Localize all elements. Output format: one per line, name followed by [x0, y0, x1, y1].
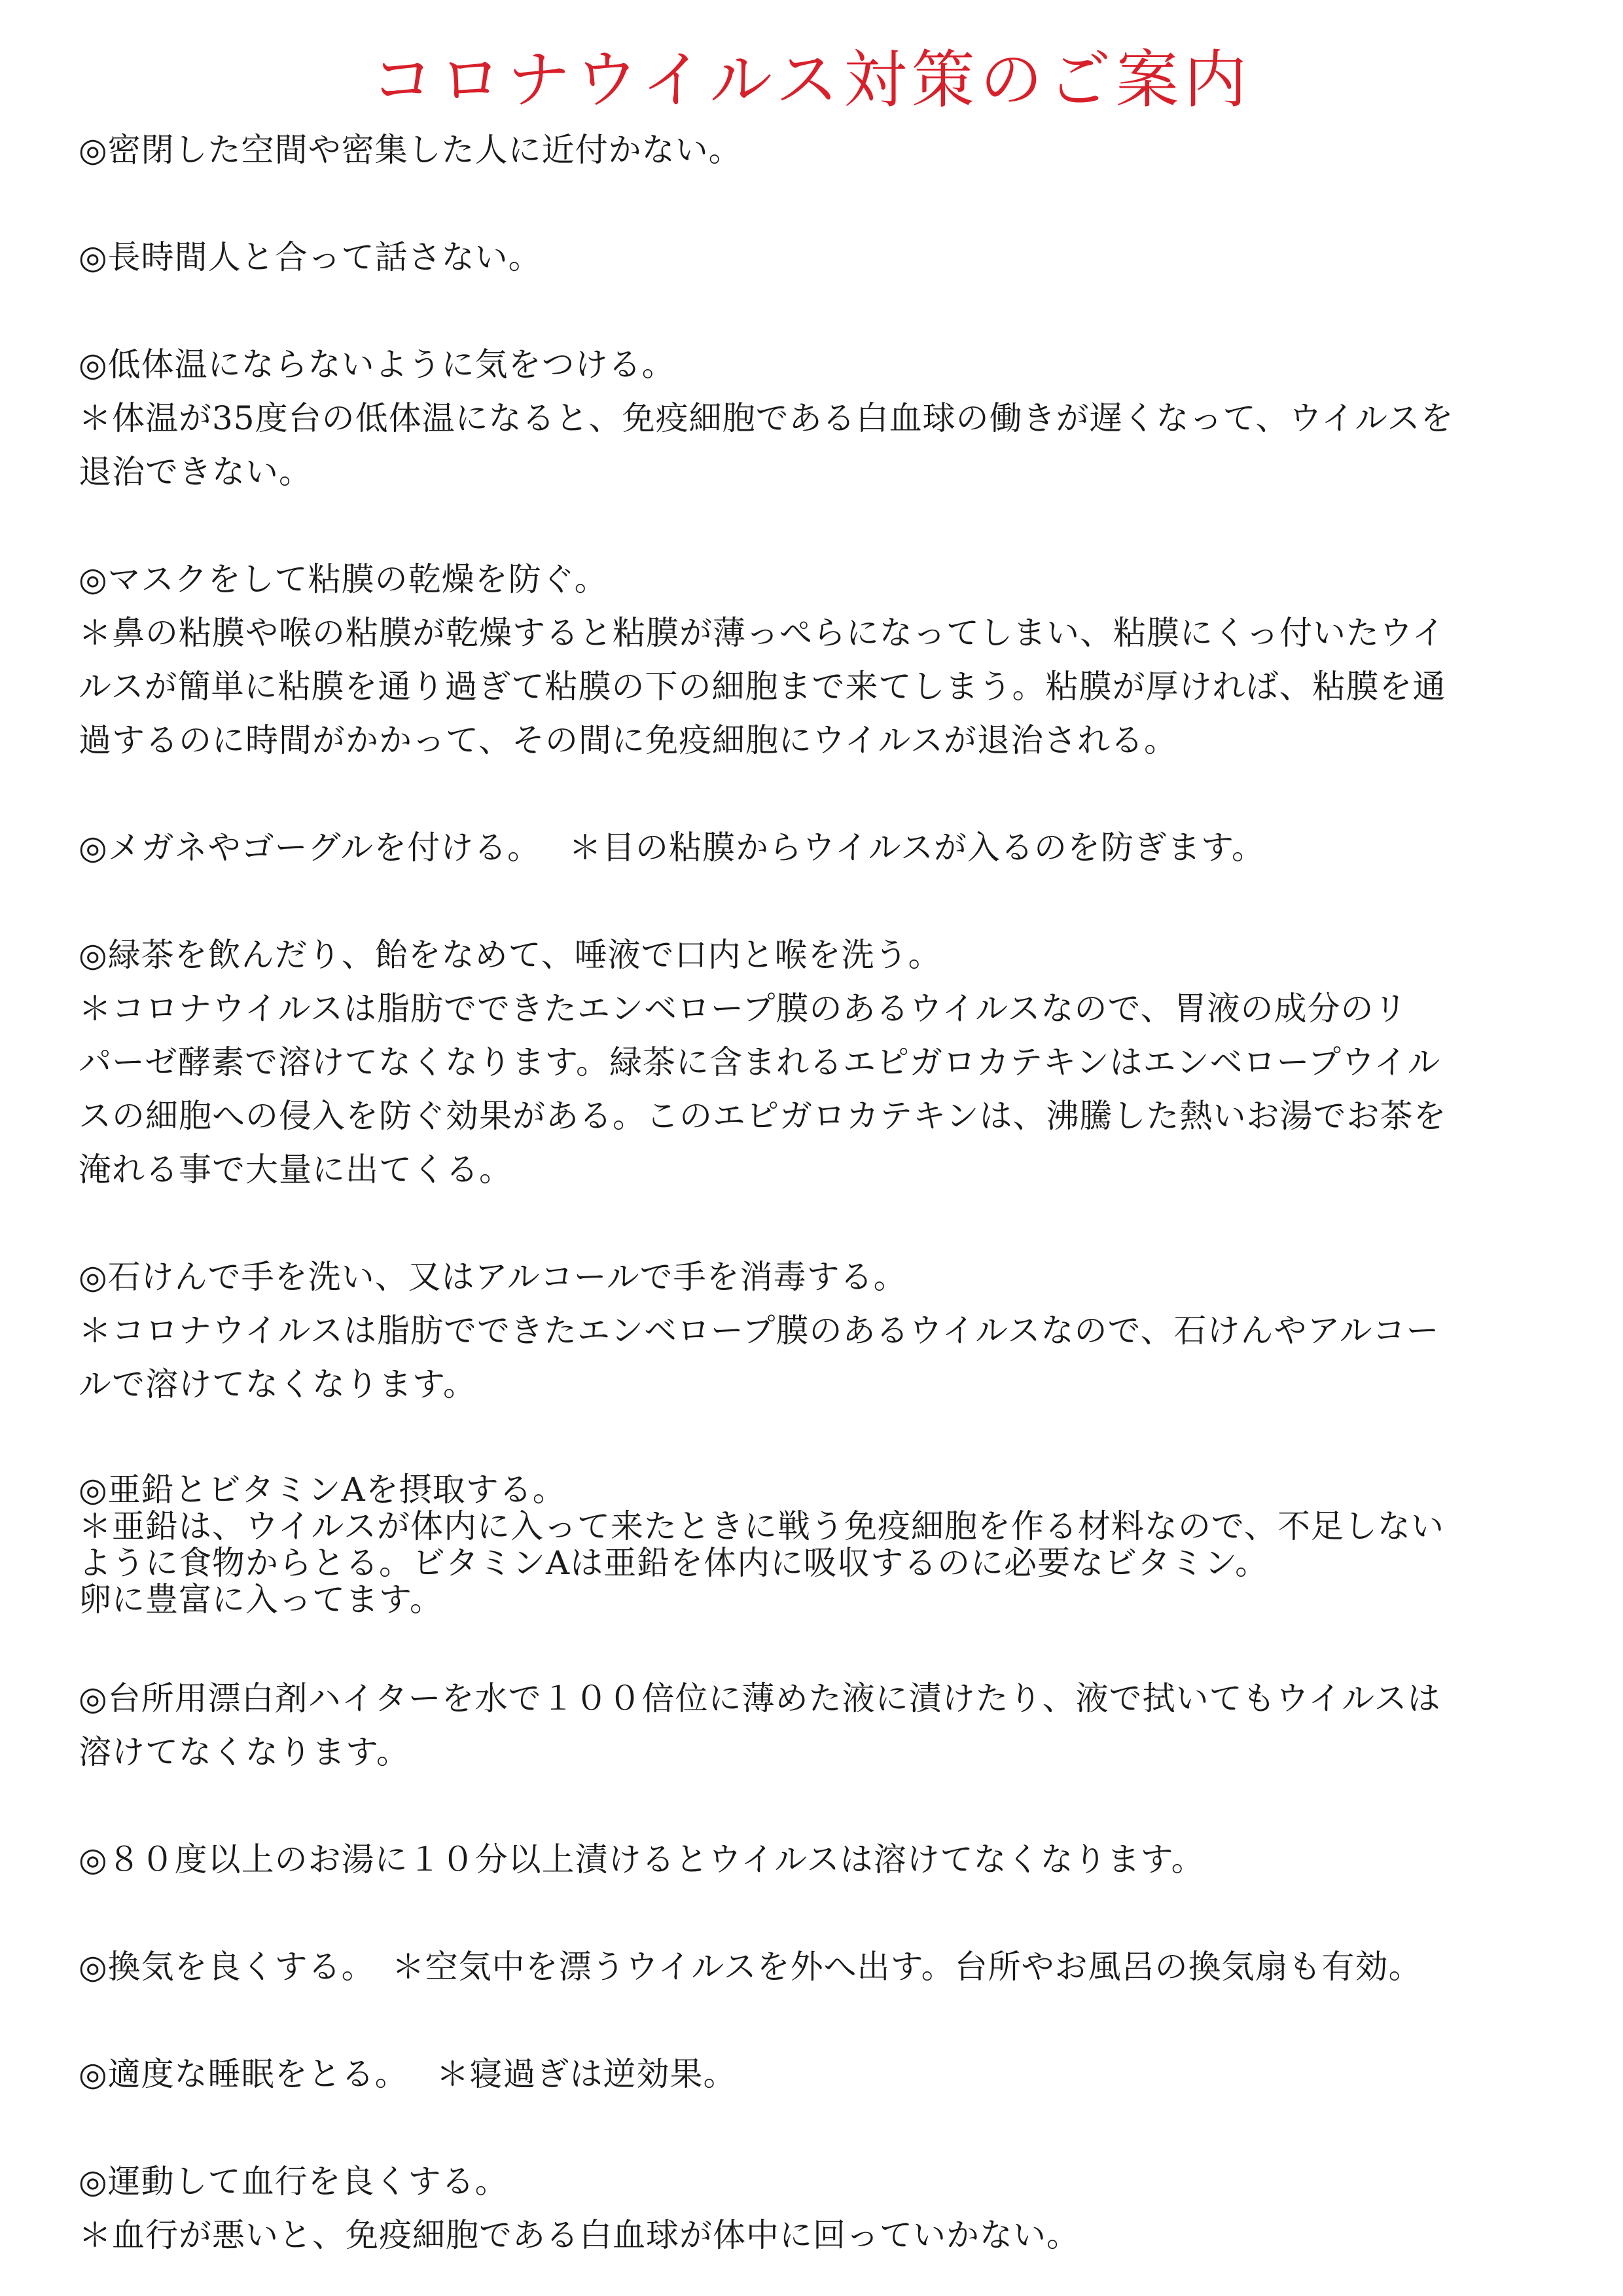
section-spacer	[79, 1779, 1544, 1833]
advice-heading: ◎換気を良くする。 ＊空気中を漂うウイルスを外へ出す。台所やお風呂の換気扇も有効。	[79, 1948, 1422, 1986]
advice-note-line: ＊コロナウイルスは脂肪でできたエンベロープ膜のあるウイルスなので、胃液の成分のリ	[79, 990, 1408, 1028]
advice-section	[79, 1672, 1544, 1779]
section-spacer	[79, 1994, 1544, 2047]
advice-heading: ◎台所用漂白剤ハイターを水で１００倍位に薄めた液に漬けたり、液で拭いてもウイルスは	[79, 1679, 1441, 1717]
advice-section	[79, 552, 1544, 767]
advice-heading: ◎緑茶を飲んだり、飴をなめて、唾液で口内と喉を洗う。	[79, 936, 942, 974]
section-spacer	[79, 284, 1544, 338]
advice-section	[79, 230, 1544, 284]
advice-section	[79, 2155, 1544, 2262]
advice-note-line: 溶けてなくなります。	[79, 1733, 410, 1771]
advice-note-line: ルスが簡単に粘膜を通り過ぎて粘膜の下の細胞まで来てしまう。粘膜が厚ければ、粘膜を通	[79, 668, 1446, 706]
advice-note-line: パーゼ酵素で溶けてなくなります。緑茶に含まれるエピガロカテキンはエンベロープウイル	[79, 1043, 1441, 1081]
advice-section	[79, 821, 1544, 874]
advice-heading: ◎メガネやゴーグルを付ける。 ＊目の粘膜からウイルスが入るのを防ぎます。	[79, 829, 1266, 867]
advice-heading: ◎８０度以上のお湯に１０分以上漬けるとウイルスは溶けてなくなります。	[79, 1840, 1205, 1878]
advice-note-line: スの細胞への侵入を防ぐ効果がある。このエピガロカテキンは、沸騰した熱いお湯でお茶を	[79, 1097, 1447, 1135]
advice-note-line: 卵に豊富に入ってます。	[79, 1581, 443, 1619]
advice-section	[79, 2047, 1544, 2101]
advice-section	[79, 1250, 1544, 1411]
advice-section	[79, 1940, 1544, 1994]
section-spacer	[79, 874, 1544, 928]
advice-note-line: ルで溶けてなくなります。	[79, 1365, 476, 1403]
section-spacer	[79, 1411, 1544, 1465]
advice-note-line: ＊体温が35度台の低体温になると、免疫細胞である白血球の働きが遅くなって、ウイルスを	[79, 399, 1454, 437]
section-spacer	[79, 2101, 1544, 2155]
section-spacer	[79, 499, 1544, 552]
section-spacer	[79, 1886, 1544, 1940]
document-body	[79, 123, 1544, 2262]
advice-section	[79, 1833, 1544, 1886]
page-title: コロナウイルス対策のご案内	[370, 43, 1253, 117]
advice-heading: ◎運動して血行を良くする。	[79, 2162, 508, 2200]
advice-heading: ◎亜鉛とビタミンAを摂取する。	[79, 1471, 566, 1509]
advice-heading: ◎密閉した空間や密集した人に近付かない。	[79, 131, 742, 169]
advice-note-line: 退治できない。	[79, 453, 312, 491]
advice-heading: ◎石けんで手を洗い、又はアルコールで手を消毒する。	[79, 1258, 907, 1296]
advice-heading: ◎低体温にならないように気をつける。	[79, 346, 675, 384]
advice-note-line: 淹れる事で大量に出てくる。	[79, 1151, 512, 1189]
advice-note-line: ＊鼻の粘膜や喉の粘膜が乾燥すると粘膜が薄っぺらになってしまい、粘膜にくっ付いたウイ	[79, 614, 1446, 652]
advice-heading: ◎長時間人と合って話さない。	[79, 238, 542, 276]
advice-section	[79, 338, 1544, 499]
advice-section	[79, 1471, 1544, 1618]
section-spacer	[79, 1618, 1544, 1672]
advice-section	[79, 928, 1544, 1196]
advice-note-line: ように食物からとる。ビタミンAは亜鉛を体内に吸収するのに必要なビタミン。	[79, 1544, 1269, 1582]
advice-heading: ◎マスクをして粘膜の乾燥を防ぐ。	[79, 560, 608, 598]
advice-note-line: 過するのに時間がかかって、その間に免疫細胞にウイルスが退治される。	[79, 721, 1177, 759]
advice-note-line: ＊亜鉛は、ウイルスが体内に入って来たときに戦う免疫細胞を作る材料なので、不足しない	[79, 1507, 1444, 1545]
section-spacer	[79, 177, 1544, 230]
advice-note-line: ＊コロナウイルスは脂肪でできたエンベロープ膜のあるウイルスなので、石けんやアルコー	[79, 1312, 1440, 1350]
advice-heading: ◎適度な睡眠をとる。 ＊寝過ぎは逆効果。	[79, 2055, 737, 2093]
advice-section	[79, 123, 1544, 177]
section-spacer	[79, 1196, 1544, 1250]
section-spacer	[79, 767, 1544, 821]
advice-note-line: ＊血行が悪いと、免疫細胞である白血球が体中に回っていかない。	[79, 2216, 1080, 2254]
